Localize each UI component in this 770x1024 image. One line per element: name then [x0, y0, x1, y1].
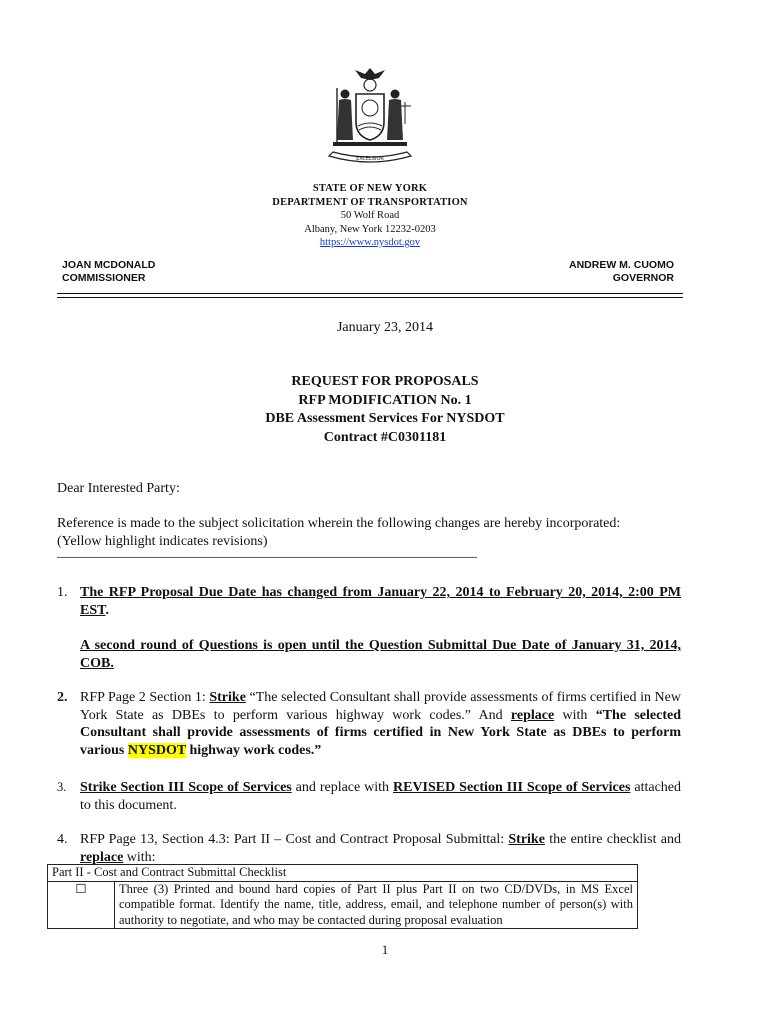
- header-divider-thin: [57, 297, 683, 298]
- item-2-with: with: [554, 707, 596, 723]
- nys-seal-image: [323, 64, 417, 178]
- svg-text:EXCELSIOR: EXCELSIOR: [356, 156, 384, 162]
- questions-round: A second round of Questions is open until the Question Submittal Due Date of January 31, 2014, COB.: [80, 638, 681, 671]
- item-3-attached: attached to this document.: [80, 780, 682, 813]
- item-1-text: [80, 584, 681, 619]
- heading-line-4: Contract #C0301181: [323, 429, 447, 445]
- header-divider: [57, 293, 683, 294]
- replace-keyword: replace: [510, 707, 555, 723]
- strike-keyword: Strike: [209, 690, 246, 705]
- item-2-text: [80, 689, 681, 759]
- checkbox-icon[interactable]: ☐: [48, 881, 115, 929]
- item-4-with: with:: [123, 849, 156, 865]
- document-heading: [0, 373, 770, 447]
- revised-scope: REVISED Section III Scope of Services: [393, 780, 631, 795]
- item-4-checklist: the entire checklist and: [544, 832, 681, 847]
- intro-separator: ____________________________________________________________: [57, 545, 477, 560]
- submittal-checklist: [47, 864, 638, 929]
- item-4-intro: RFP Page 13, Section 4.3: Part II – Cost and Contract Proposal Submittal:: [80, 832, 509, 847]
- intro-paragraph: [57, 515, 697, 558]
- commissioner-block: [62, 259, 155, 285]
- governor-block: [569, 259, 674, 285]
- department-name: DEPARTMENT OF TRANSPORTATION: [272, 196, 468, 208]
- item-2-new-text: “The selected Consultant shall provide assessments of firms certified in New York State as DBEs to perform various: [80, 707, 681, 758]
- checklist-row: [48, 881, 638, 929]
- replace-checklist: replace: [80, 849, 124, 865]
- item-1-period: .: [105, 602, 109, 618]
- checklist-header-row: [48, 865, 638, 882]
- governor-title: GOVERNOR: [612, 272, 674, 284]
- checklist-item-text: Three (3) Printed and bound hard copies of Part II plus Part II on two CD/DVDs, in MS Excel compatible format. Identify the name, title, address, email, and telephone number of person(s) with authority to negotiate, and who may be contacted during proposal evaluation: [115, 881, 638, 929]
- commissioner-name: JOAN MCDONALD: [62, 259, 156, 271]
- city-address: Albany, New York 12232-0203: [304, 223, 436, 235]
- item-1-questions: [80, 637, 681, 672]
- item-2-intro: RFP Page 2 Section 1:: [80, 690, 210, 705]
- governor-name: ANDREW M. CUOMO: [569, 259, 674, 271]
- street-address: 50 Wolf Road: [340, 210, 400, 221]
- website-link[interactable]: https://www.nysdot.gov: [319, 237, 421, 248]
- due-date-change: The RFP Proposal Due Date has changed from January 22, 2014 to February 20, 2014, 2:00 PM EST: [80, 585, 681, 618]
- intro-line-1: Reference is made to the subject solicitation wherein the following changes are hereby incorporated:: [57, 516, 621, 531]
- letter-date: January 23, 2014: [336, 320, 434, 335]
- item-4-text: [80, 831, 681, 866]
- strike-checklist: Strike: [508, 832, 545, 847]
- agency-header: [200, 182, 540, 250]
- item-2-number: 2.: [57, 690, 68, 705]
- revision-highlight: NYSDOT: [127, 742, 186, 758]
- heading-line-3: DBE Assessment Services For NYSDOT: [265, 411, 505, 426]
- page-number: 1: [381, 942, 389, 957]
- heading-line-1: REQUEST FOR PROPOSALS: [291, 374, 479, 389]
- salutation: Dear Interested Party:: [57, 481, 180, 496]
- item-2-quote: “The selected Consultant shall provide assessments of firms certified in New York State as DBEs to perform various highway work codes.” And: [80, 690, 681, 723]
- item-3-number: 3.: [57, 780, 67, 794]
- heading-line-2: RFP MODIFICATION No. 1: [298, 392, 472, 408]
- state-name: STATE OF NEW YORK: [312, 183, 428, 194]
- item-4-number: 4.: [57, 832, 68, 847]
- strike-scope: Strike Section III Scope of Services: [80, 780, 292, 795]
- item-3-text: [80, 779, 681, 814]
- item-1-number: 1.: [57, 585, 68, 600]
- item-3-replace-with: and replace with: [291, 780, 393, 795]
- intro-line-2: (Yellow highlight indicates revisions): [57, 533, 268, 549]
- commissioner-title: COMMISSIONER: [62, 272, 146, 284]
- checklist-header: Part II - Cost and Contract Submittal Checklist: [48, 865, 638, 882]
- item-2-new-text-end: highway work codes.”: [185, 742, 322, 758]
